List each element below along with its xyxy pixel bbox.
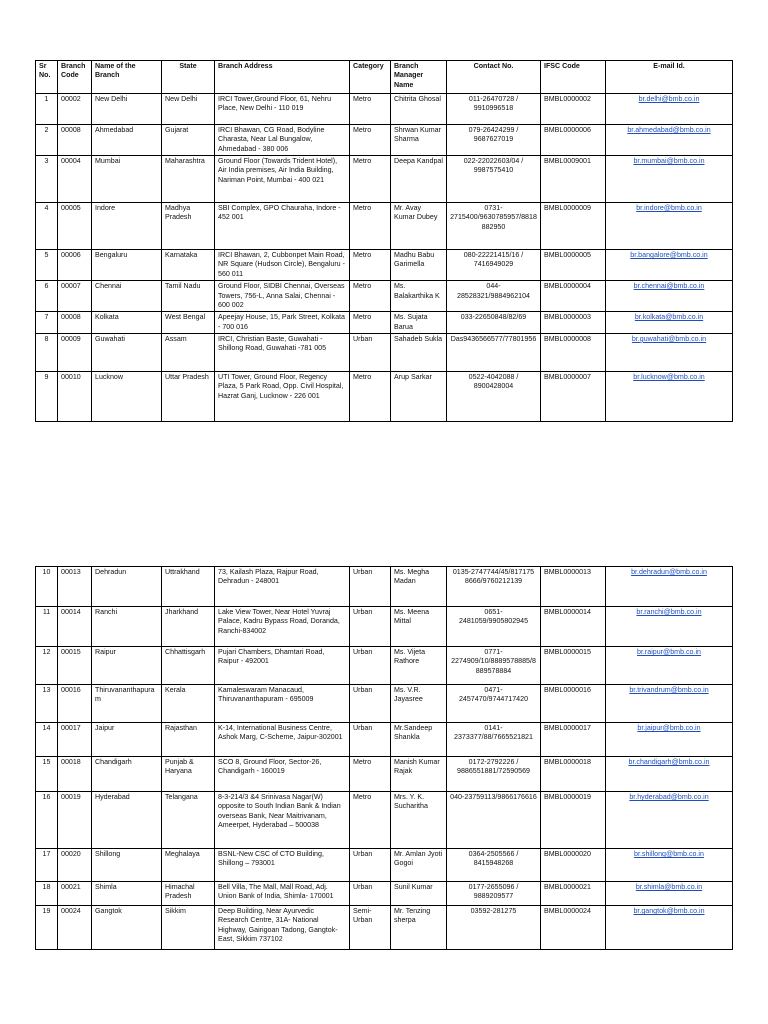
cell-category: Urban [350,607,391,647]
cell-branch-address: Deep Building, Near Ayurvedic Research Centre, 31A- National Highway, Gairigoan Tadong, Gangtok- East, Sikkim 737102 [215,906,350,950]
cell-branch-name: Thiruvananthapuram [92,685,162,723]
cell-category: Urban [350,333,391,371]
cell-branch-code: 00018 [58,757,92,792]
branch-table-page-1 [35,60,733,422]
cell-branch-code: 00021 [58,882,92,906]
cell-state: Madhya Pradesh [162,203,215,250]
email-link[interactable]: br.chennai@bmb.co.in [633,282,705,291]
cell-branch-code: 00008 [58,312,92,334]
cell-sr-no: 9 [36,371,58,421]
cell-state: Chhattisgarh [162,647,215,685]
header-ifsc-code: IFSC Code [541,61,606,94]
cell-state: Tamil Nadu [162,281,215,312]
cell-category: Metro [350,281,391,312]
cell-email-id [606,250,733,281]
cell-contact-no: 079-26424299 / 9687627019 [447,125,541,156]
cell-contact-no: 0522-4042088 / 8900428004 [447,371,541,421]
cell-state: Jharkhand [162,607,215,647]
cell-ifsc-code: BMBL0000015 [541,647,606,685]
email-link[interactable]: br.delhi@bmb.co.in [638,95,700,103]
cell-state: Telangana [162,792,215,849]
header-branch-name: Name of the Branch [92,61,162,94]
cell-email-id [606,882,733,906]
cell-ifsc-code: BMBL0000009 [541,203,606,250]
cell-sr-no: 13 [36,685,58,723]
cell-branch-manager: Ms. Meena Mittal [391,607,447,647]
cell-email-id [606,312,733,334]
cell-branch-name: Mumbai [92,156,162,203]
cell-category: Metro [350,792,391,849]
header-branch-code: Branch Code [58,61,92,94]
cell-branch-code: 00017 [58,723,92,757]
branch-table-page-2 [35,566,733,950]
cell-contact-no: 0135-2747744/45/817175 8666/9760212139 [447,567,541,607]
cell-branch-manager: Ms. Vijeta Rathore [391,647,447,685]
table-row [36,125,733,156]
table-header-row [36,61,733,94]
cell-branch-address: Lake View Tower, Near Hotel Yuvraj Palace, Kadru Bypass Road, Doranda, Ranchi-834002 [215,607,350,647]
cell-contact-no: 011-26470728 / 9910996518 [447,94,541,125]
cell-branch-manager: Ms. Megha Madan [391,567,447,607]
email-link[interactable]: br.raipur@bmb.co.in [637,648,701,656]
cell-contact-no: 0172-2792226 / 9886551881/72590569 [447,757,541,792]
cell-category: Urban [350,647,391,685]
cell-branch-address: Pujari Chambers, Dhamtari Road, Raipur - 492001 [215,647,350,685]
cell-category: Semi-Urban [350,906,391,950]
cell-ifsc-code: BMBL0000002 [541,94,606,125]
cell-branch-address: BSNL-New CSC of CTO Building, Shillong – 793001 [215,849,350,882]
cell-branch-manager: Mrs. Y. K. Sucharitha [391,792,447,849]
email-link[interactable]: br.lucknow@bmb.co.in [633,372,705,381]
cell-contact-no: 0141-2373377/88/7665521821 [447,723,541,757]
cell-state: Karnataka [162,250,215,281]
cell-email-id [606,685,733,723]
cell-branch-code: 00004 [58,156,92,203]
cell-branch-manager: Shrwan Kumar Sharma [391,125,447,156]
cell-sr-no: 11 [36,607,58,647]
cell-branch-manager: Mr. Amlan Jyoti Gogoi [391,849,447,882]
email-link[interactable]: br.shimla@bmb.co.in [635,883,703,891]
cell-branch-code: 00013 [58,567,92,607]
cell-branch-address: Apeejay House, 15, Park Street, Kolkata - 700 016 [215,312,350,334]
header-contact-no: Contact No. [447,61,541,94]
cell-branch-address: IRCI Tower,Ground Floor, 61, Nehru Place, New Delhi - 110 019 [215,94,350,125]
cell-branch-address: Ground Floor (Towards Trident Hotel), Air India premises, Air India Building, Nariman Point, Mumbai - 400 021 [215,156,350,203]
cell-ifsc-code: BMBL0000018 [541,757,606,792]
table-row [36,685,733,723]
header-category: Category [350,61,391,94]
cell-sr-no: 3 [36,156,58,203]
cell-branch-code: 00008 [58,125,92,156]
cell-state: Rajasthan [162,723,215,757]
table-row [36,647,733,685]
cell-branch-name: Kolkata [92,312,162,334]
cell-ifsc-code: BMBL0000016 [541,685,606,723]
cell-branch-manager: Mr. Tenzing sherpa [391,906,447,950]
cell-branch-address: SCO 8, Ground Floor, Sector-26, Chandigarh - 160019 [215,757,350,792]
cell-contact-no: 0771-2274909/10/8889578885/8889578884 [447,647,541,685]
table-row [36,792,733,849]
cell-ifsc-code: BMBL0000007 [541,371,606,421]
cell-contact-no: 0364-2505566 / 8415948268 [447,849,541,882]
cell-branch-code: 00005 [58,203,92,250]
cell-branch-manager: Ms. Balakarthika K [391,281,447,312]
cell-contact-no: 0731-2715400/9630785957/8818882950 [447,203,541,250]
cell-branch-manager: Sahadeb Sukla [391,333,447,371]
email-link[interactable]: br.ranchi@bmb.co.in [636,608,702,616]
cell-email-id [606,647,733,685]
cell-sr-no: 2 [36,125,58,156]
cell-state: Himachal Pradesh [162,882,215,906]
table-row [36,281,733,312]
cell-branch-code: 00016 [58,685,92,723]
cell-state: Gujarat [162,125,215,156]
cell-branch-manager: Deepa Kandpal [391,156,447,203]
cell-sr-no: 12 [36,647,58,685]
cell-branch-address: Bell Villa, The Mall, Mall Road, Adj. Union Bank of India, Shimla- 170001 [215,882,350,906]
cell-sr-no: 7 [36,312,58,334]
cell-branch-code: 00010 [58,371,92,421]
cell-email-id [606,723,733,757]
cell-branch-manager: Sunil Kumar [391,882,447,906]
cell-branch-manager: Arup Sarkar [391,371,447,421]
cell-branch-name: Raipur [92,647,162,685]
cell-sr-no: 15 [36,757,58,792]
cell-branch-address: Ground Floor, SIDBI Chennai, Overseas Towers, 756-L, Anna Salai, Chennai - 600 002 [215,281,350,312]
cell-email-id [606,125,733,156]
cell-branch-code: 00002 [58,94,92,125]
cell-branch-manager: Ms. V.R. Jayasree [391,685,447,723]
cell-branch-name: Jaipur [92,723,162,757]
cell-sr-no: 8 [36,333,58,371]
cell-state: West Bengal [162,312,215,334]
cell-state: Maharashtra [162,156,215,203]
table-row [36,371,733,421]
cell-branch-name: Shillong [92,849,162,882]
cell-branch-code: 00024 [58,906,92,950]
email-link[interactable]: br.hyderabad@bmb.co.in [629,793,709,801]
email-link[interactable]: br.jaipur@bmb.co.in [637,724,701,732]
cell-ifsc-code: BMBL0000005 [541,250,606,281]
cell-ifsc-code: BMBL0000003 [541,312,606,334]
cell-sr-no: 10 [36,567,58,607]
cell-category: Metro [350,125,391,156]
email-link[interactable]: br.bangalore@bmb.co.in [630,251,708,260]
cell-branch-manager: Ms. Sujata Barua [391,312,447,334]
cell-contact-no: 080-22221415/16 / 7416949029 [447,250,541,281]
cell-email-id [606,849,733,882]
cell-branch-address: IRCI, Christian Baste, Guwahati - Shillong Road, Guwahati -781 005 [215,333,350,371]
cell-email-id [606,567,733,607]
table-row [36,906,733,950]
cell-email-id [606,906,733,950]
cell-category: Metro [350,250,391,281]
cell-ifsc-code: BMBL0000020 [541,849,606,882]
table-row [36,333,733,371]
cell-branch-code: 00006 [58,250,92,281]
cell-state: Uttrakhand [162,567,215,607]
cell-contact-no: 0471-2457470/9744717420 [447,685,541,723]
cell-branch-name: Bengaluru [92,250,162,281]
cell-ifsc-code: BMBL0000024 [541,906,606,950]
cell-branch-manager: Mr. Avay Kumar Dubey [391,203,447,250]
cell-ifsc-code: BMBL0000013 [541,567,606,607]
table-row [36,156,733,203]
table-row [36,723,733,757]
cell-branch-code: 00015 [58,647,92,685]
header-branch-address: Branch Address [215,61,350,94]
cell-contact-no: 033-22650848/82/69 [447,312,541,334]
cell-branch-address: UTI Tower, Ground Floor, Regency Plaza, 5 Park Road, Opp. Civil Hospital, Hazrat Ganj, Lucknow - 226 001 [215,371,350,421]
cell-sr-no: 6 [36,281,58,312]
cell-email-id [606,94,733,125]
cell-branch-code: 00009 [58,333,92,371]
cell-branch-name: Dehradun [92,567,162,607]
header-sr-no: Sr No. [36,61,58,94]
table-row [36,203,733,250]
cell-branch-code: 00020 [58,849,92,882]
header-branch-manager: Branch Manager Name [391,61,447,94]
cell-email-id [606,792,733,849]
cell-ifsc-code: BMBL0009001 [541,156,606,203]
cell-state: New Delhi [162,94,215,125]
cell-contact-no: 0651-2481059/9905802945 [447,607,541,647]
email-link[interactable]: br.chandigarh@bmb.co.in [628,758,710,766]
cell-state: Sikkim [162,906,215,950]
cell-branch-code: 00019 [58,792,92,849]
cell-ifsc-code: BMBL0000019 [541,792,606,849]
cell-branch-code: 00014 [58,607,92,647]
table-row [36,882,733,906]
email-link[interactable]: br.dehradun@bmb.co.in [631,568,707,576]
email-link[interactable]: br.indore@bmb.co.in [636,204,702,213]
cell-sr-no: 5 [36,250,58,281]
cell-branch-name: Ranchi [92,607,162,647]
cell-ifsc-code: BMBL0000017 [541,723,606,757]
cell-sr-no: 18 [36,882,58,906]
cell-contact-no: 022-22022603/04 / 9987575410 [447,156,541,203]
table-row [36,607,733,647]
table-row [36,757,733,792]
cell-branch-name: Hyderabad [92,792,162,849]
cell-sr-no: 19 [36,906,58,950]
cell-branch-address: IRCI Bhawan, CG Road, Bodyline Charasta, Near Lal Bungalow, Ahmedabad - 380 006 [215,125,350,156]
cell-email-id [606,757,733,792]
cell-branch-manager: Mr.Sandeep Shankla [391,723,447,757]
cell-category: Metro [350,757,391,792]
cell-category: Metro [350,312,391,334]
email-link[interactable]: br.kolkata@bmb.co.in [634,313,704,322]
cell-email-id [606,371,733,421]
header-email-id: E-mail Id. [606,61,733,94]
email-link[interactable]: br.guwahati@bmb.co.in [631,334,707,343]
table-row [36,94,733,125]
table-body-page-2 [36,567,733,950]
cell-email-id [606,281,733,312]
email-link[interactable]: br.ahmedabad@bmb.co.in [627,126,711,134]
cell-ifsc-code: BMBL0000021 [541,882,606,906]
cell-contact-no: 03592-281275 [447,906,541,950]
cell-branch-address: IRCI Bhawan, 2, Cubbonpet Main Road, NR Square (Hudson Circle), Bengaluru - 560 011 [215,250,350,281]
cell-branch-address: Kamaleswaram Manacaud, Thiruvananthapuram - 695009 [215,685,350,723]
cell-branch-address: SBI Complex, GPO Chauraha, Indore - 452 001 [215,203,350,250]
table-row [36,849,733,882]
cell-branch-name: Indore [92,203,162,250]
cell-contact-no: 040-23759113/9866176616 [447,792,541,849]
cell-category: Urban [350,723,391,757]
cell-category: Metro [350,94,391,125]
cell-category: Metro [350,371,391,421]
cell-state: Meghalaya [162,849,215,882]
cell-branch-manager: Chitrita Ghosal [391,94,447,125]
cell-ifsc-code: BMBL0000004 [541,281,606,312]
cell-category: Metro [350,156,391,203]
cell-state: Assam [162,333,215,371]
cell-email-id [606,156,733,203]
cell-contact-no: Das9436566577/77801956 [447,333,541,371]
table-row [36,567,733,607]
cell-branch-address: 73, Kailash Plaza, Rajpur Road, Dehradun - 248001 [215,567,350,607]
cell-email-id [606,607,733,647]
table-row [36,312,733,334]
cell-email-id [606,333,733,371]
cell-ifsc-code: BMBL0000006 [541,125,606,156]
cell-sr-no: 14 [36,723,58,757]
cell-branch-name: Gangtok [92,906,162,950]
cell-contact-no: 044-28528321/9884962104 [447,281,541,312]
cell-branch-address: 8-3-214/3 &4 Srinivasa Nagar(W) opposite to South Indian Bank & Indian overseas Bank, Near Maitrivanam, Ameerpet, Hyderabad – 500038 [215,792,350,849]
cell-branch-name: Shimla [92,882,162,906]
cell-branch-name: Guwahati [92,333,162,371]
cell-category: Metro [350,203,391,250]
cell-category: Urban [350,882,391,906]
cell-state: Uttar Pradesh [162,371,215,421]
cell-branch-name: Chandigarh [92,757,162,792]
cell-branch-name: New Delhi [92,94,162,125]
cell-branch-name: Lucknow [92,371,162,421]
cell-state: Kerala [162,685,215,723]
cell-category: Urban [350,685,391,723]
table-body-page-1 [36,94,733,422]
cell-sr-no: 16 [36,792,58,849]
cell-branch-name: Chennai [92,281,162,312]
cell-email-id [606,203,733,250]
cell-sr-no: 17 [36,849,58,882]
cell-sr-no: 1 [36,94,58,125]
header-state: State [162,61,215,94]
cell-sr-no: 4 [36,203,58,250]
cell-contact-no: 0177-2655096 / 9889209577 [447,882,541,906]
cell-category: Urban [350,567,391,607]
cell-branch-manager: Manish Kumar Rajak [391,757,447,792]
cell-category: Urban [350,849,391,882]
email-link[interactable]: br.mumbai@bmb.co.in [633,157,705,166]
cell-branch-code: 00007 [58,281,92,312]
cell-ifsc-code: BMBL0000014 [541,607,606,647]
email-link[interactable]: br.shillong@bmb.co.in [634,850,704,858]
cell-branch-manager: Madhu Babu Garimella [391,250,447,281]
table-row [36,250,733,281]
email-link[interactable]: br.gangtok@bmb.co.in [633,907,705,915]
email-link[interactable]: br.trivandrum@bmb.co.in [629,686,709,694]
cell-ifsc-code: BMBL0000008 [541,333,606,371]
cell-state: Punjab & Haryana [162,757,215,792]
cell-branch-name: Ahmedabad [92,125,162,156]
cell-branch-address: K-14, International Business Centre, Ashok Marg, C-Scheme, Jaipur-302001 [215,723,350,757]
